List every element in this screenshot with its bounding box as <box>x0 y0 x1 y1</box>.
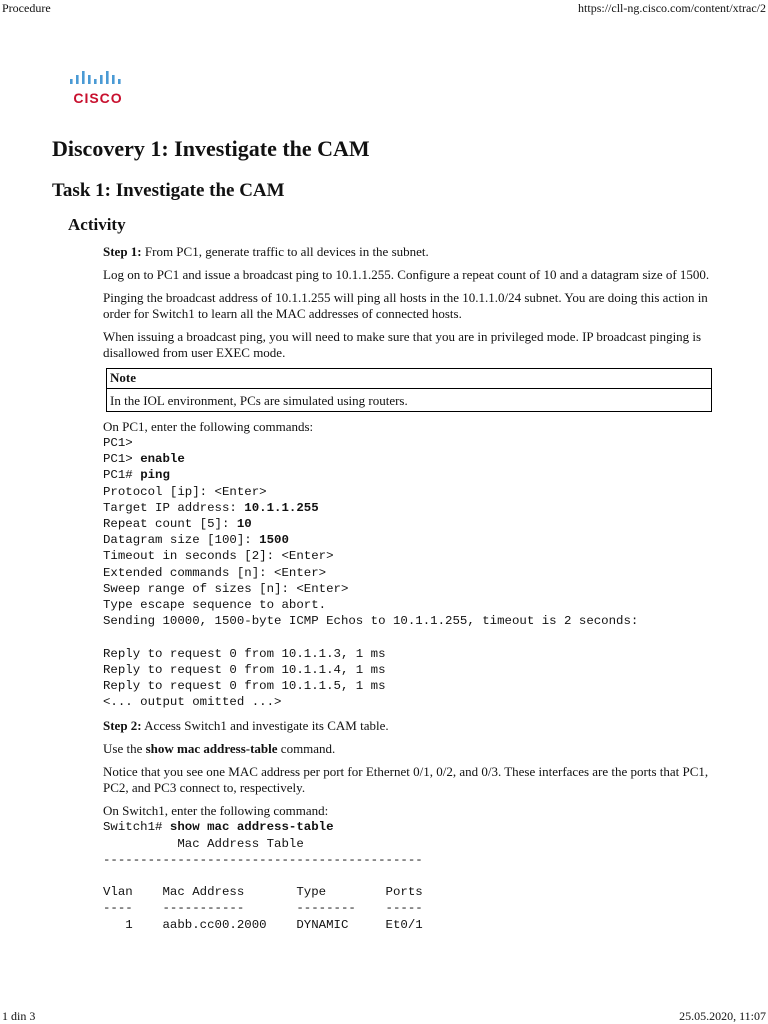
cli-line: Sweep range of sizes [n]: <Enter> <box>103 581 349 596</box>
cli-prompt: Datagram size [100]: <box>103 533 260 548</box>
paragraph-privileged-mode: When issuing a broadcast ping, you will need to make sure that you are in privileged mode. IP broadcast pinging is disallowed from user EXEC mode. <box>103 329 702 360</box>
switch1-command-block <box>103 819 713 932</box>
mac-table-row: 1 aabb.cc00.2000 DYNAMIC Et0/1 <box>103 917 423 932</box>
cli-line: Extended commands [n]: <Enter> <box>103 565 327 580</box>
page-title: Discovery 1: Investigate the CAM <box>52 136 370 161</box>
print-header-title: Procedure <box>2 1 51 15</box>
note-heading: Note <box>107 369 711 389</box>
command-name: show mac address-table <box>145 741 278 757</box>
cli-line: Protocol [ip]: <Enter> <box>103 484 267 499</box>
paragraph-subnet: Pinging the broadcast address of 10.1.1.255 will ping all hosts in the 10.1.1.0/24 subnet. You are doing this action in order for Switch1 to learn all the MAC addresses of connected hosts. <box>103 290 708 321</box>
cli-prompt: Repeat count [5]: <box>103 517 237 532</box>
cli-line: <... output omitted ...> <box>103 695 282 710</box>
step-2 <box>103 718 713 734</box>
cli-line: Reply to request 0 from 10.1.1.4, 1 ms <box>103 662 386 677</box>
print-header-url[interactable]: https://cll-ng.cisco.com/content/xtrac/2 <box>578 1 766 15</box>
step-2-text: Access Switch1 and investigate its CAM table. <box>141 718 389 734</box>
print-footer-timestamp: 25.05.2020, 11:07 <box>679 1009 766 1023</box>
cli-line: Mac Address Table <box>103 836 304 851</box>
text-run: Use the <box>103 741 146 757</box>
cisco-wordmark: CISCO <box>73 90 123 106</box>
paragraph-broadcast-ping: Log on to PC1 and issue a broadcast ping to 10.1.1.255. Configure a repeat count of 10 and a datagram size of 1500. <box>103 267 710 282</box>
pc1-command-block <box>103 435 713 710</box>
cisco-logo <box>68 68 128 106</box>
cli-line: Timeout in seconds [2]: <Enter> <box>103 549 334 564</box>
cli-command: 10 <box>236 517 252 532</box>
mac-table-header: Vlan Mac Address Type Ports <box>103 885 423 900</box>
step-2-label: Step 2: <box>103 718 142 734</box>
cli-command: 10.1.1.255 <box>244 500 319 515</box>
cisco-bars-icon <box>68 68 128 88</box>
cli-line: ------------------------------------------- <box>103 852 423 867</box>
cli-line: Reply to request 0 from 10.1.1.3, 1 ms <box>103 646 386 661</box>
switch1-commands-intro: On Switch1, enter the following command: <box>103 803 329 819</box>
task-heading: Task 1: Investigate the CAM <box>52 180 285 201</box>
paragraph-show-mac <box>103 741 713 757</box>
print-footer-page: 1 din 3 <box>2 1009 36 1023</box>
step-1-text: From PC1, generate traffic to all devices in the subnet. <box>141 244 429 259</box>
cli-prompt: PC1# <box>103 468 141 483</box>
cli-line: Reply to request 0 from 10.1.1.5, 1 ms <box>103 679 386 694</box>
step-1 <box>103 244 713 260</box>
cli-command: enable <box>140 452 185 467</box>
text-run: command. <box>277 741 336 757</box>
note-box <box>106 368 712 412</box>
cli-command: 1500 <box>259 533 289 548</box>
cli-command: show mac address-table <box>169 820 334 835</box>
cli-line: PC1> <box>103 436 133 450</box>
cli-prompt: Target IP address: <box>103 500 245 515</box>
paragraph-ports: Notice that you see one MAC address per port for Ethernet 0/1, 0/2, and 0/3. These interfaces are the ports that PC1, PC2, and PC3 connect to, respectively. <box>103 764 709 796</box>
cli-prompt: Switch1# <box>103 820 170 835</box>
cli-line: Type escape sequence to abort. <box>103 598 327 613</box>
cli-line: Sending 10000, 1500-byte ICMP Echos to 10.1.1.255, timeout is 2 seconds: <box>103 614 639 629</box>
cli-prompt: PC1> <box>103 452 141 467</box>
procedure-content <box>103 244 713 941</box>
note-body: In the IOL environment, PCs are simulated using routers. <box>110 393 408 408</box>
mac-table-separator: ---- ----------- -------- ----- <box>103 901 423 916</box>
activity-heading: Activity <box>68 215 126 234</box>
step-1-label: Step 1: <box>103 244 142 259</box>
pc1-commands-intro: On PC1, enter the following commands: <box>103 419 314 434</box>
cli-command: ping <box>140 468 170 483</box>
